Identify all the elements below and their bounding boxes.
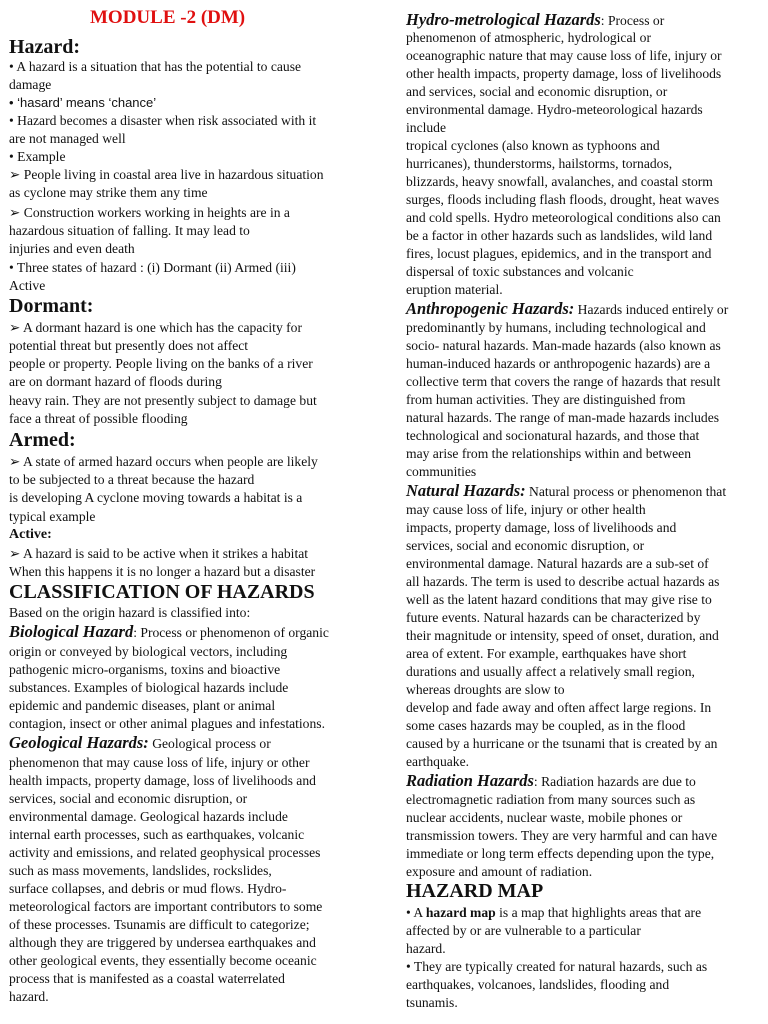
text-line: hazard. xyxy=(9,989,49,1004)
text-line: • Hazard becomes a disaster when risk associated with it xyxy=(9,113,317,128)
text-line: is developing A cyclone moving towards a habitat is a xyxy=(9,490,303,505)
text-line: well as the latent hazard conditions that may give rise to xyxy=(406,592,712,607)
text-line: as cyclone may strike them any time xyxy=(9,185,208,200)
classification-heading: CLASSIFICATION OF HAZARDS xyxy=(9,581,315,603)
armed-heading: Armed: xyxy=(9,429,76,451)
hydro-hazard-first-line: Hydro-metrological Hazards: Process or xyxy=(406,10,665,29)
text-line: natural hazards. The range of man-made hazards includes xyxy=(406,410,720,425)
text-line: tsunamis. xyxy=(406,995,458,1010)
text-line: impacts, property damage, loss of livelihoods and xyxy=(406,520,677,535)
text-line: ➢ People living in coastal area live in hazardous situation xyxy=(9,167,324,182)
text-line: oceanographic nature that may cause loss of life, injury or xyxy=(406,48,722,63)
text-line: may cause loss of life, injury or other health xyxy=(406,502,646,517)
text-line: contagion, insect or other animal plagues and infestations. xyxy=(9,716,325,731)
text-line: immediate or long term effects depending upon the type, xyxy=(406,846,715,861)
text-line: ➢ A dormant hazard is one which has the capacity for xyxy=(9,320,302,335)
text-line: dispersal of toxic substances and volcanic xyxy=(406,264,634,279)
text-line: exposure and amount of radiation. xyxy=(406,864,593,879)
natural-hazard-lead: Natural Hazards: xyxy=(406,481,526,500)
text-line: ➢ A state of armed hazard occurs when people are likely xyxy=(9,454,318,469)
text-line: human-induced hazards or anthropogenic hazards) are a xyxy=(406,356,711,371)
text-line: heavy rain. They are not presently subject to damage but xyxy=(9,393,317,408)
hazard-heading: Hazard: xyxy=(9,36,81,58)
text-line: When this happens it is no longer a hazard but a disaster xyxy=(9,564,316,579)
biological-hazard-lead: Biological Hazard xyxy=(9,622,134,641)
text-line: activity and emissions, and related geophysical processes xyxy=(9,845,321,860)
geological-hazard-first-line: Geological Hazards: Geological process or xyxy=(9,733,271,752)
text-line: ➢ A hazard is said to be active when it strikes a habitat xyxy=(9,546,309,561)
text-line: and services, social and economic disruption, or xyxy=(406,84,668,99)
radiation-hazard-lead: Radiation Hazards xyxy=(406,771,534,790)
text-line: communities xyxy=(406,464,477,479)
text-line: may arise from the relationships within and between xyxy=(406,446,692,461)
text-line: origin or conveyed by biological vectors, including xyxy=(9,644,288,659)
text-line: tropical cyclones (also known as typhoons and xyxy=(406,138,660,153)
text-line: eruption material. xyxy=(406,282,503,297)
text-line: are not managed well xyxy=(9,131,126,146)
text-line: ➢ Construction workers working in heights are in a xyxy=(9,205,290,220)
text-line: electromagnetic radiation from many sources such as xyxy=(406,792,696,807)
text-line: fires, locust plagues, epidemics, and in the transport and xyxy=(406,246,712,261)
text-line: of these processes. Tsunamis are difficult to categorize; xyxy=(9,917,310,932)
text-line: • ‘hasard’ means ‘chance’ xyxy=(9,95,157,110)
text-line: from human activities. They are distinguished from xyxy=(406,392,686,407)
biological-hazard-first-line: Biological Hazard: Process or phenomenon of organic xyxy=(9,622,329,641)
text-line: face a threat of possible flooding xyxy=(9,411,188,426)
text-line: services, social and economic disruption, or xyxy=(406,538,645,553)
text-line: their magnitude or intensity, speed of onset, duration, and xyxy=(406,628,719,643)
text-line: environmental damage. Natural hazards are a sub-set of xyxy=(406,556,709,571)
text-line: collective term that covers the range of hazards that result xyxy=(406,374,721,389)
hazard-map-first-line: • A hazard map is a map that highlights areas that are xyxy=(406,905,702,920)
text-line: damage xyxy=(9,77,52,92)
text-line: hazardous situation of falling. It may lead to xyxy=(9,223,250,238)
dormant-heading: Dormant: xyxy=(9,295,94,317)
text-line: caused by a hurricane or the tsunami that is created by an xyxy=(406,736,718,751)
text-line: • Example xyxy=(9,149,66,164)
text-line: other health impacts, property damage, loss of livelihoods xyxy=(406,66,722,81)
text-line: predominantly by humans, including technological and xyxy=(406,320,706,335)
text-line: durations and usually affect a relatively small region, xyxy=(406,664,695,679)
anthropogenic-hazard-lead: Anthropogenic Hazards: xyxy=(406,299,575,318)
text-line: to be subjected to a threat because the hazard xyxy=(9,472,255,487)
text-line: surges, floods including flash floods, drought, heat waves xyxy=(406,192,720,207)
text-line: all hazards. The term is used to describe actual hazards as xyxy=(406,574,720,589)
text-line: substances. Examples of biological hazards include xyxy=(9,680,289,695)
text-line: develop and fade away and often affect large regions. In xyxy=(406,700,712,715)
text-line: some cases hazards may be coupled, as in the flood xyxy=(406,718,686,733)
text-line: environmental damage. Hydro-meteorological hazards xyxy=(406,102,703,117)
text-line: pathogenic micro-organisms, toxins and bioactive xyxy=(9,662,281,677)
text-line: health impacts, property damage, loss of livelihoods and xyxy=(9,773,316,788)
text-line: although they are triggered by undersea earthquakes and xyxy=(9,935,316,950)
text-line: meteorological factors are important contributors to some xyxy=(9,899,323,914)
hazard-map-heading: HAZARD MAP xyxy=(406,880,544,902)
anthropogenic-hazard-first-line: Anthropogenic Hazards: Hazards induced entirely or xyxy=(406,299,729,318)
hydro-hazard-lead: Hydro-metrological Hazards xyxy=(406,10,601,29)
classification-intro: Based on the origin hazard is classified into: xyxy=(9,605,251,620)
text-line: environmental damage. Geological hazards include xyxy=(9,809,288,824)
text-line: nuclear accidents, nuclear waste, mobile phones or xyxy=(406,810,683,825)
hazard-map-term: hazard map xyxy=(425,905,496,920)
text-line: hurricanes), thunderstorms, hailstorms, tornados, xyxy=(406,156,673,171)
active-heading: Active: xyxy=(9,527,52,542)
text-line: earthquakes, volcanoes, landslides, flooding and xyxy=(406,977,670,992)
text-line: be a factor in other hazards such as landslides, wild land xyxy=(406,228,713,243)
text-line: socio- natural hazards. Man-made hazards (also known as xyxy=(406,338,721,353)
text-line: earthquake. xyxy=(406,754,470,769)
module-title: MODULE -2 (DM) xyxy=(90,7,246,28)
text-line: potential threat but presently does not affect xyxy=(9,338,249,353)
text-line: include xyxy=(406,120,447,135)
text-line: phenomenon of atmospheric, hydrological or xyxy=(406,30,651,45)
text-line: • Three states of hazard : (i) Dormant (ii) Armed (iii) xyxy=(9,260,296,275)
text-line: area of extent. For example, earthquakes have short xyxy=(406,646,687,661)
text-line: • A hazard is a situation that has the potential to cause xyxy=(9,59,302,74)
text-line: transmission towers. They are very harmful and can have xyxy=(406,828,718,843)
text-line: injuries and even death xyxy=(9,241,135,256)
text-line: surface collapses, and debris or mud flows. Hydro- xyxy=(9,881,287,896)
text-line: future events. Natural hazards can be characterized by xyxy=(406,610,701,625)
natural-hazard-first-line: Natural Hazards: Natural process or phenomenon that xyxy=(406,481,727,500)
text-line: whereas droughts are slow to xyxy=(406,682,565,697)
text-line: services, social and economic disruption, or xyxy=(9,791,248,806)
text-line: are on dormant hazard of floods during xyxy=(9,374,222,389)
text-line: people or property. People living on the banks of a river xyxy=(9,356,313,371)
text-line: affected by or are vulnerable to a particular xyxy=(406,923,641,938)
text-line: and cold spells. Hydro meteorological conditions also can xyxy=(406,210,721,225)
text-line: • They are typically created for natural hazards, such as xyxy=(406,959,708,974)
text-line: internal earth processes, such as earthquakes, volcanic xyxy=(9,827,305,842)
text-line: phenomenon that may cause loss of life, injury or other xyxy=(9,755,310,770)
radiation-hazard-first-line: Radiation Hazards: Radiation hazards are due to xyxy=(406,771,696,790)
geological-hazard-lead: Geological Hazards: xyxy=(9,733,149,752)
text-line: blizzards, heavy snowfall, avalanches, and coastal storm xyxy=(406,174,713,189)
text-line: process that is manifested as a coastal waterrelated xyxy=(9,971,285,986)
text-line: such as mass movements, landslides, rockslides, xyxy=(9,863,272,878)
text-line: technological and socionatural hazards, and those that xyxy=(406,428,700,443)
text-line: Active xyxy=(9,278,46,293)
text-line: other geological events, they essentially become oceanic xyxy=(9,953,317,968)
text-line: typical example xyxy=(9,509,96,524)
text-line: epidemic and pandemic diseases, plant or animal xyxy=(9,698,276,713)
text-line: hazard. xyxy=(406,941,446,956)
